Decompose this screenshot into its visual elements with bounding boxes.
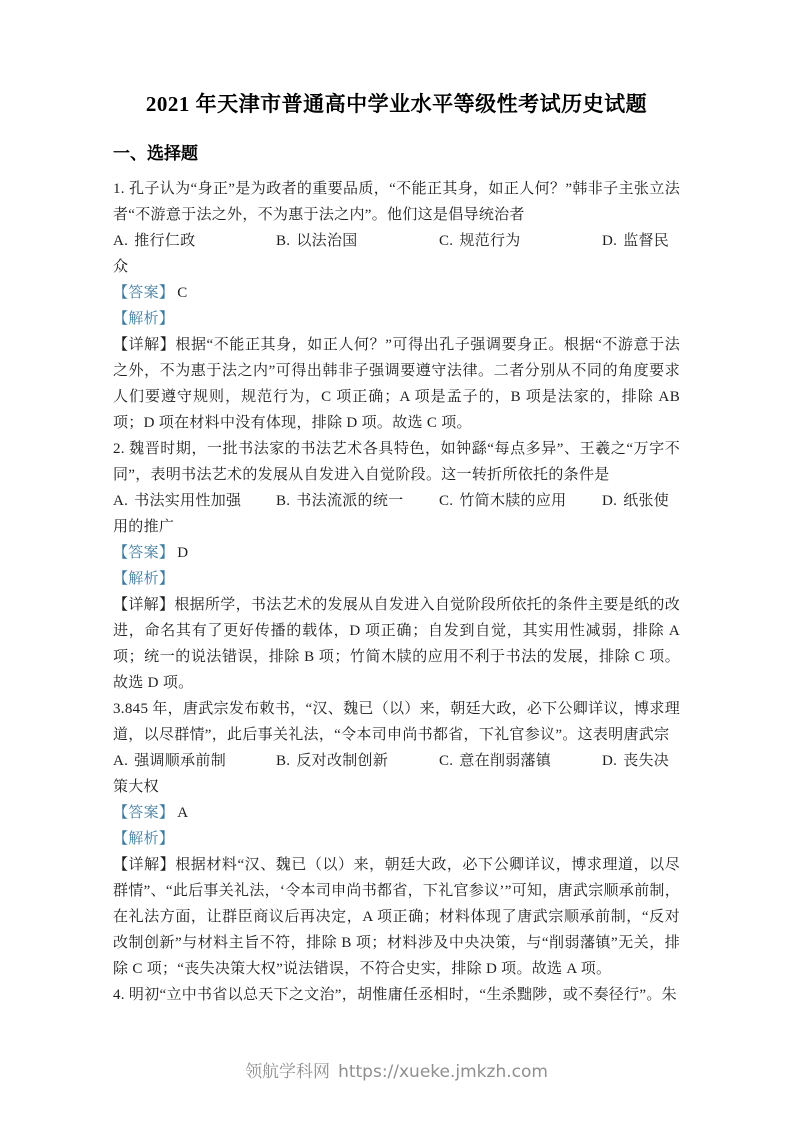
detail-text: 根据“不能正其身，如正人何？”可得出孔子强调要身正。根据“不游意于法之外，不为惠于法之内”可得出韩非子强调要遵守法律。二者分别从不同的角度要求人们要遵守规则，规范行为，C 项正确；A 项是孟子的，B 项是法家的，排除 AB 项；D 项在材料中没有体现，排除 D 项。故选 C 项。 bbox=[113, 337, 680, 431]
detail-paragraph bbox=[113, 592, 680, 696]
answer-value: C bbox=[177, 285, 188, 301]
analysis-label: 【解析】 bbox=[113, 571, 175, 587]
detail-text: 根据材料“汉、魏已（以）来，朝廷大政，必下公卿详议，博求理道，以尽群情”、“此后事关礼法，‘令本司申尚书都省，下礼官参议’”可知，唐武宗顺承前制，在礼法方面，让群臣商议后再决定，A 项正确；材料体现了唐武宗顺承前制，“反对改制创新”与材料主旨不符，排除 B 项；材料涉及中央决策，与“削弱藩镇”无关，排除 C 项；“丧失决策大权”说法错误，不符合史实，排除 D 项。故选 A 项。 bbox=[113, 857, 681, 977]
option-d: D. 丧失决策大权 bbox=[113, 753, 670, 795]
option-text: 书法实用性加强 bbox=[134, 493, 242, 509]
detail-paragraph bbox=[113, 332, 680, 436]
option-text: 监督民众 bbox=[113, 233, 670, 275]
option-text: 竹简木牍的应用 bbox=[459, 493, 567, 509]
analysis-line bbox=[113, 306, 680, 332]
option-b: B. 以法治国 bbox=[276, 233, 358, 249]
detail-label: 【详解】 bbox=[113, 597, 175, 613]
option-text: 反对改制创新 bbox=[296, 753, 389, 769]
question-block bbox=[113, 436, 680, 696]
watermark-site-name: 领航学科网 bbox=[245, 1062, 331, 1082]
answer-label: 【答案】 bbox=[113, 285, 175, 301]
page-title: 2021 年天津市普通高中学业水平等级性考试历史试题 bbox=[145, 92, 648, 116]
option-b: B. 书法流派的统一 bbox=[276, 493, 404, 509]
option-text: 规范行为 bbox=[459, 233, 521, 249]
analysis-label: 【解析】 bbox=[113, 831, 175, 847]
option-d: D. 监督民众 bbox=[113, 233, 670, 275]
analysis-line bbox=[113, 566, 680, 592]
watermark-footer bbox=[0, 1060, 793, 1084]
exam-paper-content bbox=[113, 88, 680, 1008]
answer-value: A bbox=[177, 805, 189, 821]
section-heading: 一、选择题 bbox=[113, 144, 198, 163]
answer-label: 【答案】 bbox=[113, 545, 175, 561]
analysis-label: 【解析】 bbox=[113, 311, 175, 327]
detail-paragraph bbox=[113, 852, 680, 982]
detail-text: 根据所学，书法艺术的发展从自发进入自觉阶段所依托的条件主要是纸的改进，命名其有了更好传播的载体，D 项正确；自发到自觉，其实用性减弱，排除 A 项；统一的说法错误，排除 B 项；竹简木牍的应用不利于书法的发展，排除 C 项。故选 D 项。 bbox=[113, 597, 681, 691]
answer-line bbox=[113, 280, 680, 306]
answer-line bbox=[113, 540, 680, 566]
option-text: 推行仁政 bbox=[134, 233, 196, 249]
option-a: A. 推行仁政 bbox=[113, 233, 196, 249]
question-block bbox=[113, 176, 680, 436]
question-stem: 1. 孔子认为“身正”是为政者的重要品质，“不能正其身，如正人何？”韩非子主张立法者“不游意于法之外，不为惠于法之内”。他们这是倡导统治者 bbox=[113, 181, 680, 223]
answer-line bbox=[113, 800, 680, 826]
options-row bbox=[113, 488, 680, 540]
options-row bbox=[113, 748, 680, 800]
detail-label: 【详解】 bbox=[113, 337, 176, 353]
question-block-partial bbox=[113, 982, 680, 1008]
option-text: 意在削弱藩镇 bbox=[459, 753, 552, 769]
question-stem: 3.845 年，唐武宗发布敕书，“汉、魏已（以）来，朝廷大政，必下公卿详议，博求理道，以尽群情”，此后事关礼法，“令本司申尚书都省，下礼官参议”。这表明唐武宗 bbox=[113, 701, 680, 743]
option-b: B. 反对改制创新 bbox=[276, 753, 389, 769]
option-text: 以法治国 bbox=[296, 233, 358, 249]
answer-label: 【答案】 bbox=[113, 805, 175, 821]
option-a: A. 书法实用性加强 bbox=[113, 493, 242, 509]
option-text: 纸张使用的推广 bbox=[113, 493, 670, 535]
option-c: C. 意在削弱藩镇 bbox=[439, 753, 552, 769]
option-text: 强调顺承前制 bbox=[134, 753, 226, 769]
answer-value: D bbox=[177, 545, 189, 561]
detail-label: 【详解】 bbox=[113, 857, 176, 873]
options-row bbox=[113, 228, 680, 280]
option-a: A. 强调顺承前制 bbox=[113, 753, 226, 769]
option-text: 丧失决策大权 bbox=[113, 753, 670, 795]
question-stem: 2. 魏晋时期，一批书法家的书法艺术各具特色，如钟繇“每点多异”、王羲之“万字不同”，表明书法艺术的发展从自发进入自觉阶段。这一转折所依托的条件是 bbox=[113, 441, 680, 483]
option-c: C. 规范行为 bbox=[439, 233, 521, 249]
option-c: C. 竹简木牍的应用 bbox=[439, 493, 567, 509]
watermark-url: https://xueke.jmkzh.com bbox=[338, 1062, 548, 1082]
question-block bbox=[113, 696, 680, 982]
question-stem: 4. 明初“立中书省以总天下之文治”，胡惟庸任丞相时，“生杀黜陟，或不奏径行”。朱 bbox=[113, 987, 677, 1003]
option-d: D. 纸张使用的推广 bbox=[113, 493, 670, 535]
analysis-line bbox=[113, 826, 680, 852]
option-text: 书法流派的统一 bbox=[296, 493, 404, 509]
